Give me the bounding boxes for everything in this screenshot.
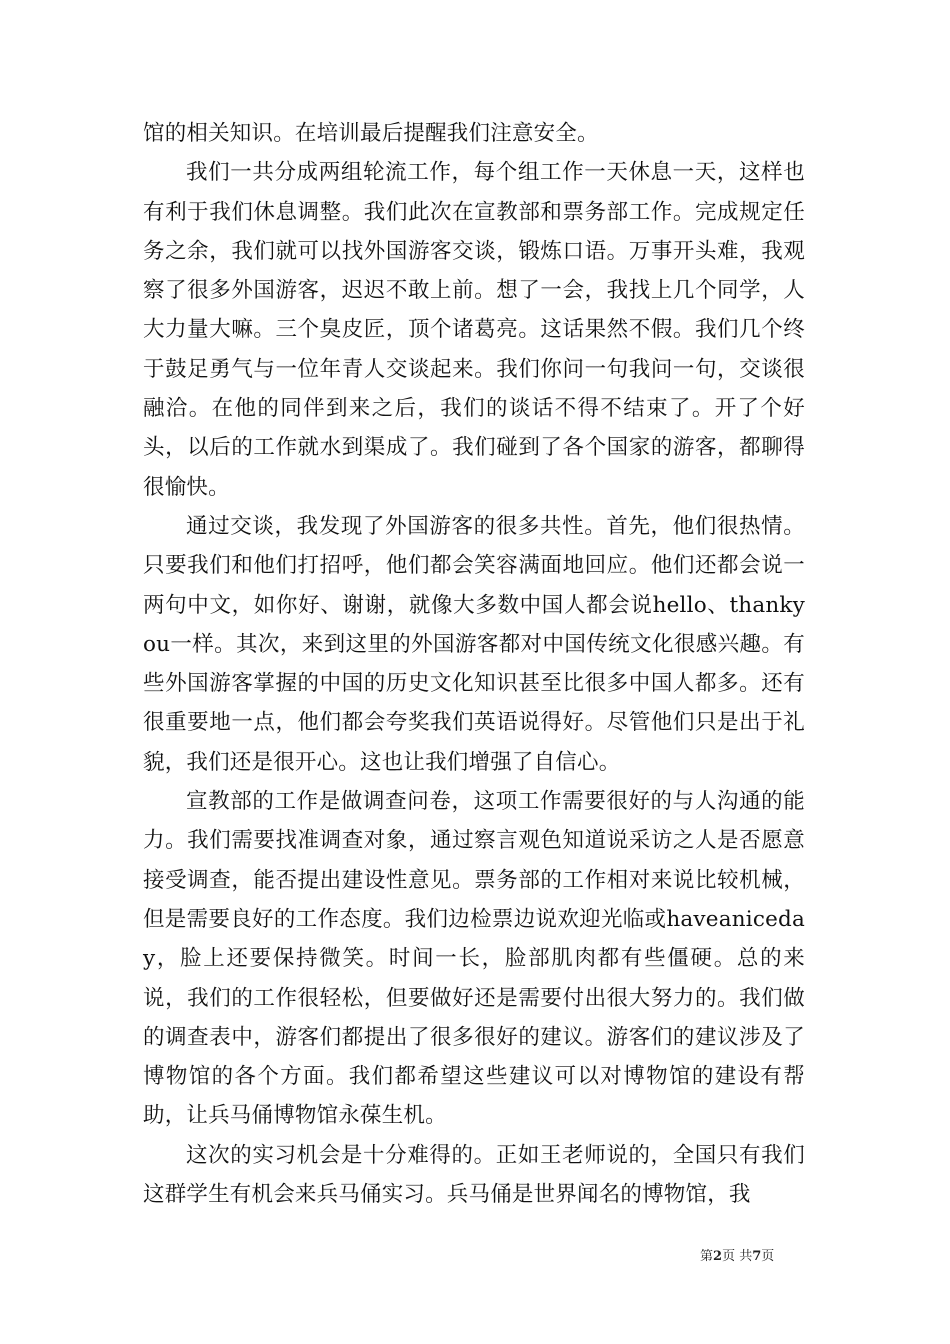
- footer-suffix: 页: [761, 1249, 775, 1264]
- body-text: [143, 114, 805, 1214]
- footer-prefix: 第: [700, 1249, 714, 1264]
- page-number-footer: [700, 1248, 810, 1266]
- paragraph-3: 通过交谈，我发现了外国游客的很多共性。首先，他们很热情。只要我们和他们打招呼，他们都会笑容满面地回应。他们还都会说一两句中文，如你好、谢谢，就像大多数中国人都会说hello、thankyou一样。其次，来到这里的外国游客都对中国传统文化很感兴趣。有些外国游客掌握的中国的历史文化知识甚至比很多中国人都多。还有很重要地一点，他们都会夸奖我们英语说得好。尽管他们只是出于礼貌，我们还是很开心。这也让我们增强了自信心。: [143, 513, 805, 775]
- footer-current-page: 2: [713, 1249, 723, 1264]
- footer-total-pages: 7: [752, 1249, 762, 1264]
- paragraph-4: 宣教部的工作是做调查问卷，这项工作需要很好的与人沟通的能力。我们需要找准调查对象，通过察言观色知道说采访之人是否愿意接受调查，能否提出建设性意见。票务部的工作相对来说比较机械，但是需要良好的工作态度。我们边检票边说欢迎光临或haveaniceday，脸上还要保持微笑。时间一长，脸部肌肉都有些僵硬。总的来说，我们的工作很轻松，但要做好还是需要付出很大努力的。我们做的调查表中，游客们都提出了很多很好的建议。游客们的建议涉及了博物馆的各个方面。我们都希望这些建议可以对博物馆的建设有帮助，让兵马俑博物馆永葆生机。: [143, 789, 805, 1129]
- paragraph-1: 馆的相关知识。在培训最后提醒我们注意安全。: [143, 121, 599, 146]
- footer-middle: 页 共: [722, 1249, 753, 1264]
- paragraph-5: 这次的实习机会是十分难得的。正如王老师说的，全国只有我们这群学生有机会来兵马俑实习。兵马俑是世界闻名的博物馆，我: [143, 1142, 805, 1208]
- paragraph-2: 我们一共分成两组轮流工作，每个组工作一天休息一天，这样也有利于我们休息调整。我们此次在宣教部和票务部工作。完成规定任务之余，我们就可以找外国游客交谈，锻炼口语。万事开头难，我观察了很多外国游客，迟迟不敢上前。想了一会，我找上几个同学，人大力量大嘛。三个臭皮匠，顶个诸葛亮。这话果然不假。我们几个终于鼓足勇气与一位年青人交谈起来。我们你问一句我问一句，交谈很融洽。在他的同伴到来之后，我们的谈话不得不结束了。开了个好头，以后的工作就水到渠成了。我们碰到了各个国家的游客，都聊得很愉快。: [143, 160, 805, 500]
